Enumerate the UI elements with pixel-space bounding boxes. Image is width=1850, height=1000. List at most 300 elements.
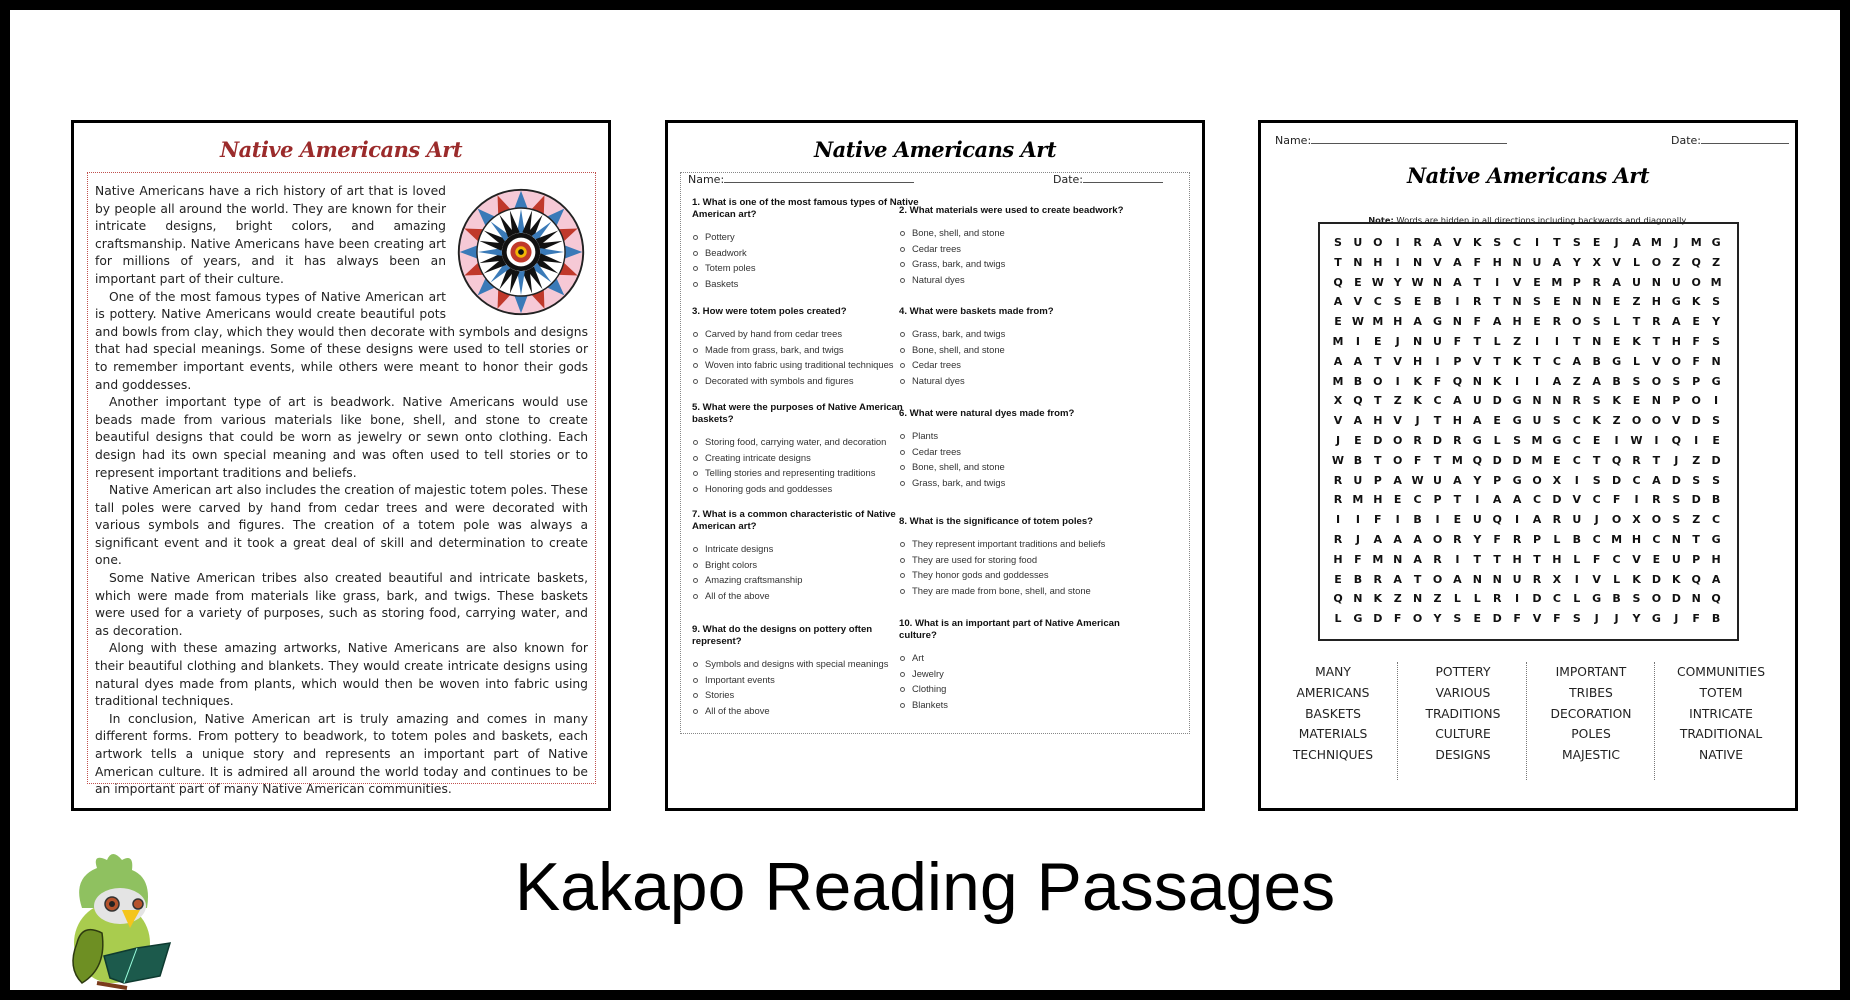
grid-letter[interactable]: E bbox=[1354, 434, 1362, 447]
grid-letter[interactable]: R bbox=[1512, 533, 1522, 546]
grid-letter[interactable]: Y bbox=[1572, 255, 1581, 269]
grid-letter[interactable]: H bbox=[1512, 315, 1522, 329]
answer-option[interactable]: Baskets bbox=[692, 276, 922, 292]
grid-letter[interactable]: Z bbox=[1572, 374, 1581, 388]
grid-letter[interactable]: C bbox=[1592, 533, 1601, 546]
grid-letter[interactable]: T bbox=[1493, 295, 1501, 309]
grid-letter[interactable]: A bbox=[1652, 473, 1661, 487]
grid-letter[interactable]: J bbox=[1674, 612, 1679, 626]
grid-letter[interactable]: M bbox=[1531, 434, 1543, 447]
grid-letter[interactable]: S bbox=[1672, 513, 1681, 527]
grid-letter[interactable]: A bbox=[1492, 315, 1502, 329]
grid-letter[interactable]: D bbox=[1612, 473, 1622, 487]
grid-letter[interactable]: H bbox=[1512, 552, 1522, 566]
grid-letter[interactable]: G bbox=[1711, 374, 1721, 388]
grid-letter[interactable]: S bbox=[1393, 295, 1402, 309]
answer-option[interactable]: Cedar trees bbox=[899, 357, 1129, 373]
grid-letter[interactable]: A bbox=[1373, 533, 1383, 546]
grid-letter[interactable]: M bbox=[1710, 275, 1722, 289]
grid-letter[interactable]: E bbox=[1692, 315, 1700, 329]
grid-letter[interactable]: N bbox=[1651, 275, 1661, 289]
grid-letter[interactable]: F bbox=[1413, 453, 1422, 467]
grid-letter[interactable]: D bbox=[1691, 493, 1701, 507]
grid-letter[interactable]: I bbox=[1634, 493, 1639, 507]
grid-letter[interactable]: J bbox=[1674, 453, 1679, 467]
grid-letter[interactable]: N bbox=[1472, 374, 1482, 388]
grid-letter[interactable]: Z bbox=[1513, 335, 1522, 348]
grid-letter[interactable]: V bbox=[1473, 354, 1482, 368]
grid-letter[interactable]: I bbox=[1554, 335, 1559, 348]
answer-option[interactable]: Jewelry bbox=[899, 666, 1129, 682]
answer-option[interactable]: Stories bbox=[692, 687, 922, 703]
grid-letter[interactable]: X bbox=[1632, 513, 1641, 527]
grid-letter[interactable]: R bbox=[1333, 473, 1343, 487]
grid-letter[interactable]: I bbox=[1694, 434, 1699, 447]
grid-letter[interactable]: V bbox=[1592, 572, 1601, 586]
grid-letter[interactable]: E bbox=[1612, 295, 1621, 309]
grid-letter[interactable]: C bbox=[1552, 592, 1561, 606]
grid-letter[interactable]: E bbox=[1652, 552, 1661, 566]
grid-letter[interactable]: W bbox=[1351, 315, 1364, 329]
grid-letter[interactable]: K bbox=[1413, 374, 1422, 388]
grid-letter[interactable]: E bbox=[1453, 513, 1462, 527]
grid-letter[interactable]: S bbox=[1712, 473, 1721, 487]
grid-letter[interactable]: R bbox=[1473, 295, 1482, 309]
grid-letter[interactable]: U bbox=[1532, 255, 1542, 269]
grid-letter[interactable]: T bbox=[1374, 453, 1382, 467]
grid-letter[interactable]: I bbox=[1654, 434, 1659, 447]
grid-letter[interactable]: T bbox=[1652, 453, 1661, 467]
grid-letter[interactable]: C bbox=[1552, 354, 1561, 368]
grid-letter[interactable]: M bbox=[1372, 315, 1384, 329]
grid-letter[interactable]: S bbox=[1572, 612, 1581, 626]
grid-letter[interactable]: A bbox=[1473, 414, 1482, 428]
grid-letter[interactable]: J bbox=[1614, 612, 1619, 626]
grid-letter[interactable]: R bbox=[1632, 453, 1641, 467]
grid-letter[interactable]: E bbox=[1473, 612, 1482, 626]
grid-letter[interactable]: M bbox=[1611, 533, 1623, 546]
grid-letter[interactable]: T bbox=[1533, 552, 1541, 566]
grid-letter[interactable]: N bbox=[1353, 255, 1363, 269]
grid-letter[interactable]: F bbox=[1692, 354, 1700, 368]
grid-letter[interactable]: D bbox=[1373, 612, 1383, 626]
grid-letter[interactable]: A bbox=[1552, 374, 1562, 388]
grid-letter[interactable]: K bbox=[1632, 572, 1641, 586]
grid-letter[interactable]: U bbox=[1353, 473, 1363, 487]
grid-letter[interactable]: K bbox=[1512, 354, 1522, 368]
grid-letter[interactable]: B bbox=[1592, 354, 1601, 368]
grid-letter[interactable]: O bbox=[1572, 315, 1582, 329]
grid-letter[interactable]: V bbox=[1612, 255, 1621, 269]
grid-letter[interactable]: Y bbox=[1473, 533, 1482, 546]
grid-letter[interactable]: Z bbox=[1632, 295, 1641, 309]
grid-letter[interactable]: P bbox=[1373, 473, 1382, 487]
grid-letter[interactable]: O bbox=[1393, 434, 1403, 447]
grid-letter[interactable]: U bbox=[1532, 414, 1542, 428]
grid-letter[interactable]: S bbox=[1632, 592, 1641, 606]
grid-letter[interactable]: R bbox=[1572, 394, 1582, 408]
grid-letter[interactable]: I bbox=[1395, 236, 1400, 249]
grid-letter[interactable]: Q bbox=[1333, 592, 1343, 606]
grid-letter[interactable]: C bbox=[1532, 493, 1542, 507]
grid-letter[interactable]: D bbox=[1532, 592, 1542, 606]
grid-letter[interactable]: H bbox=[1373, 414, 1383, 428]
grid-letter[interactable]: B bbox=[1433, 295, 1442, 309]
grid-letter[interactable]: Y bbox=[1712, 315, 1721, 329]
grid-letter[interactable]: N bbox=[1691, 592, 1701, 606]
answer-option[interactable]: Art bbox=[899, 650, 1129, 666]
grid-letter[interactable]: H bbox=[1631, 533, 1642, 546]
grid-letter[interactable]: H bbox=[1333, 552, 1343, 566]
grid-letter[interactable]: D bbox=[1492, 612, 1502, 626]
grid-letter[interactable]: I bbox=[1475, 493, 1480, 507]
grid-letter[interactable]: O bbox=[1651, 592, 1662, 606]
grid-letter[interactable]: W bbox=[1411, 275, 1424, 289]
grid-letter[interactable]: K bbox=[1672, 572, 1681, 586]
grid-letter[interactable]: T bbox=[1632, 315, 1641, 329]
grid-letter[interactable]: I bbox=[1355, 335, 1360, 348]
answer-option[interactable]: All of the above bbox=[692, 588, 922, 604]
grid-letter[interactable]: K bbox=[1373, 592, 1383, 606]
grid-letter[interactable]: F bbox=[1493, 533, 1501, 546]
grid-letter[interactable]: L bbox=[1613, 315, 1621, 329]
grid-letter[interactable]: T bbox=[1573, 335, 1581, 348]
grid-letter[interactable]: B bbox=[1353, 374, 1363, 388]
grid-letter[interactable]: K bbox=[1492, 374, 1502, 388]
grid-letter[interactable]: L bbox=[1632, 354, 1640, 368]
grid-letter[interactable]: D bbox=[1492, 453, 1502, 467]
grid-letter[interactable]: B bbox=[1413, 513, 1422, 527]
grid-letter[interactable]: U bbox=[1433, 473, 1442, 487]
answer-option[interactable]: Natural dyes bbox=[899, 373, 1129, 389]
grid-letter[interactable]: G bbox=[1512, 414, 1522, 428]
grid-letter[interactable]: D bbox=[1651, 572, 1661, 586]
grid-letter[interactable]: A bbox=[1492, 493, 1502, 507]
answer-option[interactable]: Decorated with symbols and figures bbox=[692, 373, 922, 389]
grid-letter[interactable]: H bbox=[1492, 255, 1502, 269]
grid-letter[interactable]: P bbox=[1532, 533, 1542, 546]
grid-letter[interactable]: E bbox=[1413, 295, 1422, 309]
grid-letter[interactable]: P bbox=[1493, 473, 1502, 487]
grid-letter[interactable]: M bbox=[1531, 453, 1543, 467]
grid-letter[interactable]: Z bbox=[1672, 255, 1681, 269]
grid-letter[interactable]: D bbox=[1432, 434, 1443, 447]
grid-letter[interactable]: O bbox=[1651, 513, 1662, 527]
grid-letter[interactable]: R bbox=[1373, 572, 1383, 586]
grid-letter[interactable]: R bbox=[1413, 236, 1422, 249]
grid-letter[interactable]: H bbox=[1452, 414, 1462, 428]
answer-option[interactable]: Made from grass, bark, and twigs bbox=[692, 342, 922, 358]
grid-letter[interactable]: I bbox=[1574, 473, 1579, 487]
grid-letter[interactable]: T bbox=[1493, 552, 1501, 566]
grid-letter[interactable]: S bbox=[1692, 473, 1701, 487]
grid-letter[interactable]: C bbox=[1513, 236, 1522, 249]
grid-letter[interactable]: K bbox=[1691, 295, 1701, 309]
answer-option[interactable]: Honoring gods and goddesses bbox=[692, 481, 922, 497]
grid-letter[interactable]: S bbox=[1712, 295, 1721, 309]
grid-letter[interactable]: D bbox=[1492, 394, 1502, 408]
answer-option[interactable]: Carved by hand from cedar trees bbox=[692, 326, 922, 342]
grid-letter[interactable]: V bbox=[1572, 493, 1582, 507]
grid-letter[interactable]: C bbox=[1572, 453, 1581, 467]
grid-letter[interactable]: C bbox=[1592, 493, 1601, 507]
answer-option[interactable]: Pottery bbox=[692, 229, 922, 245]
grid-letter[interactable]: F bbox=[1692, 612, 1700, 626]
grid-letter[interactable]: A bbox=[1632, 236, 1641, 249]
grid-letter[interactable]: A bbox=[1512, 493, 1522, 507]
grid-letter[interactable]: K bbox=[1473, 236, 1482, 249]
grid-letter[interactable]: M bbox=[1650, 236, 1662, 249]
grid-letter[interactable]: A bbox=[1453, 572, 1462, 586]
grid-letter[interactable]: E bbox=[1493, 414, 1501, 428]
grid-letter[interactable]: N bbox=[1671, 533, 1681, 546]
grid-letter[interactable]: Z bbox=[1692, 453, 1701, 467]
grid-letter[interactable]: V bbox=[1632, 552, 1641, 566]
grid-letter[interactable]: I bbox=[1534, 374, 1540, 388]
grid-letter[interactable]: E bbox=[1533, 275, 1541, 289]
grid-letter[interactable]: Y bbox=[1632, 612, 1641, 626]
grid-letter[interactable]: H bbox=[1552, 552, 1562, 566]
grid-letter[interactable]: G bbox=[1432, 315, 1443, 329]
grid-letter[interactable]: L bbox=[1334, 612, 1342, 626]
grid-letter[interactable]: O bbox=[1691, 394, 1701, 408]
grid-letter[interactable]: R bbox=[1453, 434, 1462, 447]
grid-letter[interactable]: R bbox=[1652, 493, 1661, 507]
grid-letter[interactable]: O bbox=[1651, 255, 1662, 269]
grid-letter[interactable]: M bbox=[1332, 374, 1344, 388]
grid-letter[interactable]: E bbox=[1553, 453, 1561, 467]
grid-letter[interactable]: N bbox=[1452, 315, 1462, 329]
grid-letter[interactable]: N bbox=[1592, 295, 1602, 309]
answer-option[interactable]: Grass, bark, and twigs bbox=[899, 256, 1129, 272]
grid-letter[interactable]: Z bbox=[1433, 592, 1442, 606]
grid-letter[interactable]: A bbox=[1353, 414, 1363, 428]
grid-letter[interactable]: S bbox=[1552, 414, 1561, 428]
grid-letter[interactable]: G bbox=[1512, 394, 1522, 408]
grid-letter[interactable]: H bbox=[1711, 552, 1721, 566]
grid-letter[interactable]: A bbox=[1393, 572, 1402, 586]
grid-letter[interactable]: N bbox=[1432, 275, 1443, 289]
grid-letter[interactable]: N bbox=[1492, 572, 1502, 586]
grid-letter[interactable]: T bbox=[1652, 335, 1661, 348]
grid-letter[interactable]: I bbox=[1355, 513, 1360, 527]
grid-letter[interactable]: R bbox=[1552, 315, 1562, 329]
grid-letter[interactable]: S bbox=[1592, 473, 1601, 487]
grid-letter[interactable]: N bbox=[1532, 394, 1542, 408]
grid-letter[interactable]: H bbox=[1412, 354, 1423, 368]
answer-option[interactable]: Telling stories and representing traditions bbox=[692, 465, 922, 481]
grid-letter[interactable]: B bbox=[1711, 493, 1721, 507]
grid-letter[interactable]: D bbox=[1552, 493, 1562, 507]
grid-letter[interactable]: O bbox=[1432, 533, 1443, 546]
grid-letter[interactable]: A bbox=[1453, 255, 1462, 269]
grid-letter[interactable]: E bbox=[1592, 434, 1601, 447]
grid-letter[interactable]: G bbox=[1711, 236, 1721, 249]
answer-option[interactable]: Storing food, carrying water, and decoration bbox=[692, 434, 922, 450]
grid-letter[interactable]: G bbox=[1552, 434, 1562, 447]
grid-letter[interactable]: G bbox=[1472, 434, 1482, 447]
grid-letter[interactable]: I bbox=[1435, 513, 1440, 527]
grid-letter[interactable]: A bbox=[1393, 533, 1402, 546]
answer-option[interactable]: Clothing bbox=[899, 681, 1129, 697]
grid-letter[interactable]: O bbox=[1631, 414, 1642, 428]
grid-letter[interactable]: V bbox=[1453, 236, 1462, 249]
answer-option[interactable]: Grass, bark, and twigs bbox=[899, 475, 1129, 491]
grid-letter[interactable]: V bbox=[1433, 255, 1442, 269]
grid-letter[interactable]: J bbox=[1415, 414, 1420, 428]
grid-letter[interactable]: R bbox=[1413, 434, 1422, 447]
grid-letter[interactable]: T bbox=[1334, 255, 1342, 269]
answer-option[interactable]: Woven into fabric using traditional techniques bbox=[692, 357, 922, 373]
grid-letter[interactable]: S bbox=[1712, 414, 1721, 428]
grid-letter[interactable]: N bbox=[1651, 394, 1661, 408]
grid-letter[interactable]: T bbox=[1413, 572, 1422, 586]
answer-option[interactable]: They are made from bone, shell, and stone bbox=[899, 583, 1129, 599]
grid-letter[interactable]: C bbox=[1373, 295, 1382, 309]
grid-letter[interactable]: H bbox=[1373, 493, 1383, 507]
grid-letter[interactable]: E bbox=[1533, 315, 1541, 329]
grid-letter[interactable]: D bbox=[1671, 592, 1681, 606]
grid-letter[interactable]: I bbox=[1534, 236, 1540, 249]
grid-letter[interactable]: P bbox=[1572, 275, 1581, 289]
grid-letter[interactable]: R bbox=[1433, 552, 1442, 566]
grid-letter[interactable]: X bbox=[1552, 572, 1562, 586]
grid-letter[interactable]: T bbox=[1374, 394, 1382, 408]
grid-letter[interactable]: Q bbox=[1691, 255, 1701, 269]
answer-option[interactable]: Bone, shell, and stone bbox=[899, 459, 1129, 475]
grid-letter[interactable]: Q bbox=[1492, 513, 1502, 527]
grid-letter[interactable]: R bbox=[1592, 275, 1601, 289]
grid-letter[interactable]: I bbox=[1435, 354, 1440, 368]
grid-letter[interactable]: Q bbox=[1711, 592, 1721, 606]
grid-letter[interactable]: L bbox=[1553, 533, 1561, 546]
grid-letter[interactable]: P bbox=[1453, 354, 1462, 368]
grid-letter[interactable]: T bbox=[1433, 453, 1442, 467]
grid-letter[interactable]: T bbox=[1692, 533, 1700, 546]
grid-letter[interactable]: F bbox=[1354, 552, 1362, 566]
grid-letter[interactable]: A bbox=[1453, 473, 1462, 487]
grid-letter[interactable]: I bbox=[1515, 513, 1520, 527]
grid-letter[interactable]: Z bbox=[1692, 513, 1701, 527]
answer-option[interactable]: Bone, shell, and stone bbox=[899, 225, 1129, 241]
grid-letter[interactable]: F bbox=[1453, 335, 1462, 348]
grid-letter[interactable]: L bbox=[1493, 434, 1501, 447]
grid-letter[interactable]: E bbox=[1334, 315, 1342, 329]
grid-letter[interactable]: J bbox=[1395, 335, 1400, 348]
grid-letter[interactable]: T bbox=[1533, 354, 1541, 368]
grid-letter[interactable]: R bbox=[1552, 513, 1562, 527]
grid-letter[interactable]: W bbox=[1331, 453, 1345, 467]
grid-letter[interactable]: C bbox=[1433, 394, 1442, 408]
grid-letter[interactable]: V bbox=[1333, 414, 1343, 428]
grid-letter[interactable]: L bbox=[1573, 552, 1581, 566]
grid-letter[interactable]: T bbox=[1433, 414, 1442, 428]
grid-letter[interactable]: O bbox=[1373, 374, 1383, 388]
grid-letter[interactable]: E bbox=[1632, 394, 1641, 408]
grid-letter[interactable]: U bbox=[1671, 275, 1681, 289]
grid-letter[interactable]: U bbox=[1671, 552, 1681, 566]
grid-letter[interactable]: M bbox=[1352, 493, 1364, 507]
grid-letter[interactable]: Y bbox=[1393, 275, 1402, 289]
grid-letter[interactable]: S bbox=[1513, 434, 1522, 447]
answer-option[interactable]: Beadwork bbox=[692, 245, 922, 261]
grid-letter[interactable]: N bbox=[1393, 552, 1403, 566]
grid-letter[interactable]: I bbox=[1534, 335, 1540, 348]
grid-letter[interactable]: X bbox=[1333, 394, 1343, 408]
grid-letter[interactable]: A bbox=[1552, 255, 1562, 269]
grid-letter[interactable]: R bbox=[1453, 533, 1462, 546]
grid-letter[interactable]: D bbox=[1711, 453, 1721, 467]
grid-letter[interactable]: U bbox=[1433, 335, 1442, 348]
grid-letter[interactable]: F bbox=[1553, 612, 1561, 626]
grid-letter[interactable]: S bbox=[1493, 236, 1502, 249]
grid-letter[interactable]: O bbox=[1651, 374, 1662, 388]
grid-letter[interactable]: N bbox=[1412, 592, 1423, 606]
grid-letter[interactable]: C bbox=[1572, 414, 1581, 428]
grid-letter[interactable]: B bbox=[1572, 533, 1581, 546]
grid-letter[interactable]: F bbox=[1513, 612, 1521, 626]
grid-letter[interactable]: S bbox=[1572, 236, 1581, 249]
grid-letter[interactable]: T bbox=[1453, 493, 1462, 507]
answer-option[interactable]: They honor gods and goddesses bbox=[899, 567, 1129, 583]
grid-letter[interactable]: R bbox=[1532, 572, 1542, 586]
answer-option[interactable]: They are used for storing food bbox=[899, 552, 1129, 568]
grid-letter[interactable]: A bbox=[1333, 295, 1343, 309]
grid-letter[interactable]: N bbox=[1572, 295, 1582, 309]
grid-letter[interactable]: L bbox=[1493, 335, 1501, 348]
grid-letter[interactable]: I bbox=[1335, 513, 1341, 527]
grid-letter[interactable]: N bbox=[1512, 255, 1522, 269]
grid-letter[interactable]: I bbox=[1515, 374, 1520, 388]
grid-letter[interactable]: D bbox=[1512, 453, 1522, 467]
grid-letter[interactable]: S bbox=[1672, 374, 1681, 388]
answer-option[interactable]: Totem poles bbox=[692, 260, 922, 276]
grid-letter[interactable]: N bbox=[1552, 394, 1562, 408]
grid-letter[interactable]: Z bbox=[1612, 414, 1621, 428]
grid-letter[interactable]: I bbox=[1515, 592, 1520, 606]
grid-letter[interactable]: A bbox=[1413, 552, 1422, 566]
grid-letter[interactable]: U bbox=[1512, 572, 1522, 586]
grid-letter[interactable]: U bbox=[1353, 236, 1363, 249]
answer-option[interactable]: Cedar trees bbox=[899, 241, 1129, 257]
answer-option[interactable]: Symbols and designs with special meanings bbox=[692, 656, 922, 672]
grid-letter[interactable]: J bbox=[1594, 612, 1599, 626]
answer-option[interactable]: Grass, bark, and twigs bbox=[899, 326, 1129, 342]
grid-letter[interactable]: C bbox=[1413, 493, 1422, 507]
answer-option[interactable]: All of the above bbox=[692, 703, 922, 719]
grid-letter[interactable]: C bbox=[1572, 434, 1581, 447]
grid-letter[interactable]: P bbox=[1672, 394, 1681, 408]
grid-letter[interactable]: F bbox=[1374, 513, 1382, 527]
grid-letter[interactable]: A bbox=[1393, 473, 1402, 487]
grid-letter[interactable]: A bbox=[1572, 354, 1582, 368]
grid-letter[interactable]: D bbox=[1373, 434, 1383, 447]
grid-letter[interactable]: N bbox=[1512, 295, 1522, 309]
grid-letter[interactable]: G bbox=[1512, 473, 1522, 487]
grid-letter[interactable]: A bbox=[1532, 513, 1542, 527]
answer-option[interactable]: Blankets bbox=[899, 697, 1129, 713]
grid-letter[interactable]: B bbox=[1612, 592, 1621, 606]
grid-letter[interactable]: I bbox=[1455, 552, 1460, 566]
grid-letter[interactable]: H bbox=[1671, 335, 1681, 348]
grid-letter[interactable]: V bbox=[1393, 354, 1402, 368]
grid-letter[interactable]: F bbox=[1473, 315, 1482, 329]
grid-letter[interactable]: M bbox=[1551, 275, 1563, 289]
grid-letter[interactable]: F bbox=[1393, 612, 1402, 626]
grid-letter[interactable]: S bbox=[1453, 612, 1462, 626]
answer-option[interactable]: They represent important traditions and beliefs bbox=[899, 536, 1129, 552]
answer-option[interactable]: Important events bbox=[692, 672, 922, 688]
